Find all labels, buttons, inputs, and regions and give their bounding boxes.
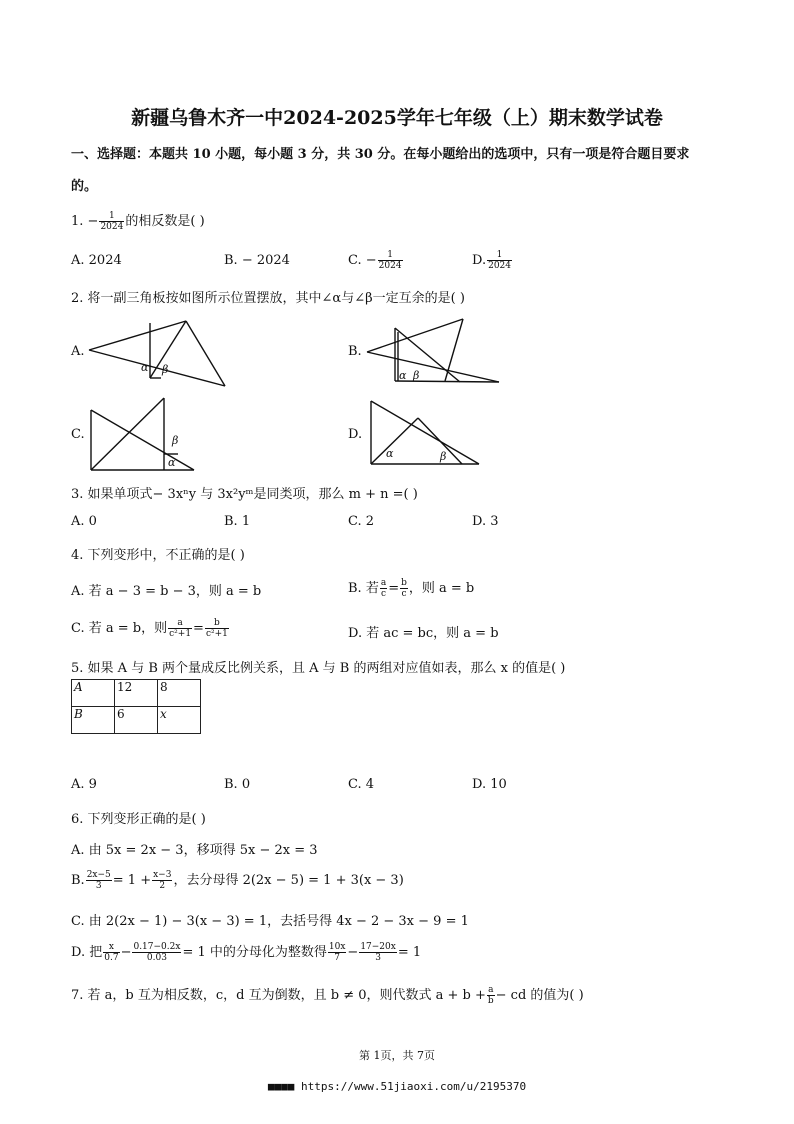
table-cell: x [158, 707, 201, 734]
q1-option-b: B. − 2024 [224, 253, 290, 268]
data-table [71, 679, 201, 734]
q2-option-c-label: C. [71, 427, 85, 442]
q4-option-d: D. 若 ac = bc，则 a = b [348, 626, 499, 641]
page-footer: 第 1页，共 7页 [359, 1049, 435, 1062]
page-title: 新疆乌鲁木齐一中2024-2025学年七年级（上）期末数学试卷 [131, 107, 663, 129]
q4-option-b: B. 若 $\frac{a}{c}$ = $\frac{b}{c}$ ，则 a = b [348, 578, 475, 599]
q5-option-c: C. 4 [348, 777, 375, 792]
beta-label: β [413, 369, 420, 382]
figure-b [365, 318, 500, 384]
table-row [72, 707, 201, 734]
question-1-stem: 1. − $\frac{1}{2024}$ 的相反数是( ) [71, 211, 205, 232]
q2-option-b-label: B. [348, 344, 362, 359]
table-cell: 12 [115, 680, 158, 707]
question-3-stem: 3. 如果单项式− 3xⁿy 与 3x²yᵐ是同类项，那么 m + n =( ) [71, 487, 418, 502]
q1-option-d: D. $\frac{1}{2024}$ [472, 250, 511, 271]
table-cell: B [72, 707, 115, 734]
q6-option-d: D. 把 $\frac{x}{0.7}$ − $\frac{0.17-0.2x}{0.03}$ = 1 中的分母化为整数得 $\frac{10x}{7}$ − $\frac{17-20x}{3}$ = 1 [71, 942, 422, 963]
q5-option-a: A. 9 [71, 777, 97, 792]
q4-option-c: C. 若 a = b，则 $\frac{a}{\text{c²+1}}$ = $\frac{b}{\text{c²+1}}$ [71, 618, 228, 639]
q2-option-d-label: D. [348, 427, 363, 442]
q3-option-c: C. 2 [348, 514, 375, 529]
q6-option-a: A. 由 5x = 2x − 3，移项得 5x − 2x = 3 [71, 843, 318, 858]
q5-option-d: D. 10 [472, 777, 507, 792]
fraction: $\frac{1}{2024}$ [100, 211, 124, 232]
alpha-label: α [168, 456, 176, 469]
q1-option-a: A. 2024 [71, 253, 122, 268]
alpha-label: α [141, 361, 149, 374]
question-7-stem: 7. 若 a，b 互为相反数，c，d 互为倒数，且 b ≠ 0，则代数式 a + b + $\frac{a}{b}$ − cd 的值为( ) [71, 985, 584, 1006]
q3-option-d: D. 3 [472, 514, 499, 529]
question-5-stem: 5. 如果 A 与 B 两个量成反比例关系，且 A 与 B 的两组对应值如表，那么 x 的值是( ) [71, 661, 566, 676]
question-4-stem: 4. 下列变形中，不正确的是( ) [71, 548, 245, 563]
q3-option-b: B. 1 [224, 514, 251, 529]
q4-option-a: A. 若 a − 3 = b − 3，则 a = b [71, 584, 262, 599]
question-2-stem: 2. 将一副三角板按如图所示位置摆放，其中∠α与∠β一定互余的是( ) [71, 291, 465, 306]
question-6-stem: 6. 下列变形正确的是( ) [71, 812, 206, 827]
q1-option-c: C. − $\frac{1}{2024}$ [348, 250, 402, 271]
table-cell: 6 [115, 707, 158, 734]
q2-option-a-label: A. [71, 344, 85, 359]
figure-a [86, 318, 226, 386]
q6-option-b: B. $\frac{2x-5}{3}$ = 1 + $\frac{x-3}{2}$ ，去分母得 2(2x − 5) = 1 + 3(x − 3) [71, 870, 404, 891]
beta-label: β [172, 434, 179, 447]
figure-c [88, 396, 196, 472]
table-cell: 8 [158, 680, 201, 707]
watermark-url: ■■■■ https://www.51jiaoxi.com/u/2195370 [267, 1080, 527, 1093]
table-cell: A [72, 680, 115, 707]
q3-option-a: A. 0 [71, 514, 97, 529]
q6-option-c: C. 由 2(2x − 1) − 3(x − 3) = 1，去括号得 4x − 2 − 3x − 9 = 1 [71, 914, 469, 929]
section-heading: 一、选择题：本题共 10 小题，每小题 3 分，共 30 分。在每小题给出的选项中，只有一项是符合题目要求 [71, 147, 690, 162]
table-row [72, 680, 201, 707]
beta-label: β [162, 363, 169, 376]
beta-label: β [440, 450, 447, 463]
section-heading-cont: 的。 [71, 179, 98, 194]
alpha-label: α [386, 447, 394, 460]
q5-option-b: B. 0 [224, 777, 251, 792]
alpha-label: α [399, 369, 407, 382]
figure-d [366, 398, 482, 468]
